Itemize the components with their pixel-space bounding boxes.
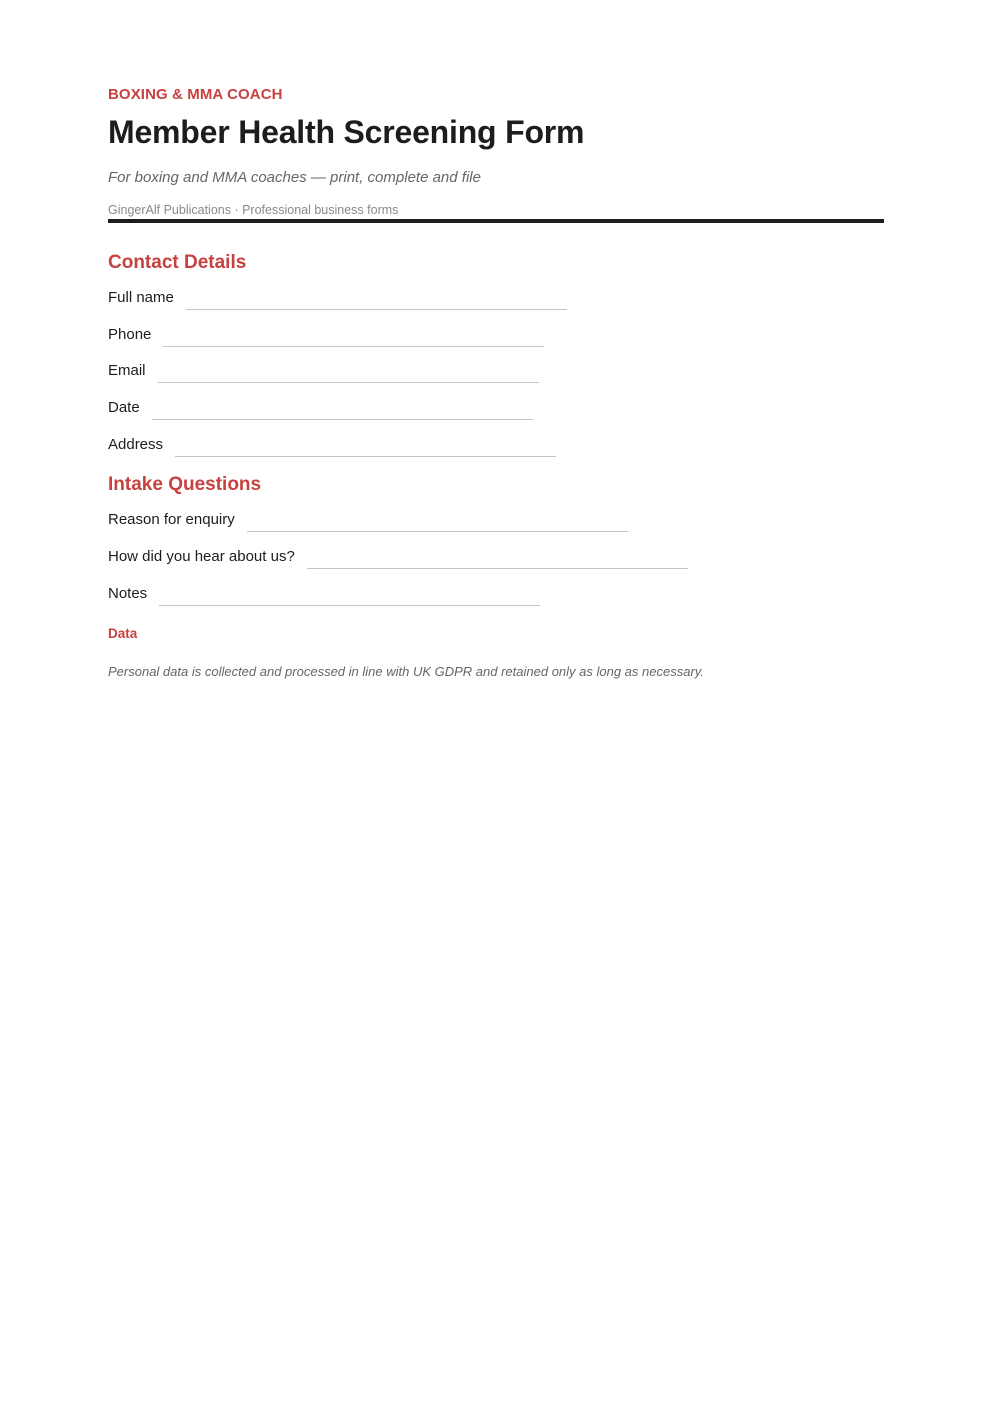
page-subtitle: For boxing and MMA coaches — print, complete and file: [108, 169, 481, 186]
field-label: Phone: [108, 326, 152, 343]
field-label: Full name: [108, 289, 174, 306]
phone-input-line[interactable]: [163, 346, 544, 347]
field-notes: [108, 582, 540, 606]
field-reason-for-enquiry: [108, 508, 628, 532]
reason-input-line[interactable]: [247, 531, 628, 532]
section-heading-contact: Contact Details: [108, 252, 247, 273]
field-label: How did you hear about us?: [108, 548, 295, 565]
date-input-line[interactable]: [152, 419, 533, 420]
referral-input-line[interactable]: [307, 568, 688, 569]
publisher-line: GingerAlf Publications · Professional business forms: [108, 203, 399, 217]
field-how-did-you-hear: [108, 545, 688, 569]
address-input-line[interactable]: [175, 456, 556, 457]
field-label: Email: [108, 362, 146, 379]
field-address: [108, 433, 556, 457]
field-label: Date: [108, 399, 140, 416]
field-phone: [108, 323, 544, 347]
field-email: [108, 359, 539, 383]
page-title: Member Health Screening Form: [108, 114, 585, 150]
section-heading-intake: Intake Questions: [108, 474, 262, 495]
gdpr-note: Personal data is collected and processed in line with UK GDPR and retained only as long as necessary.: [108, 664, 704, 679]
header-rule: [108, 219, 884, 223]
email-input-line[interactable]: [158, 382, 539, 383]
field-date: [108, 396, 533, 420]
section-heading-data: Data: [108, 626, 138, 641]
form-kicker: BOXING & MMA COACH: [108, 86, 283, 103]
field-label: Notes: [108, 585, 148, 602]
full-name-input-line[interactable]: [186, 309, 567, 310]
notes-input-line[interactable]: [159, 605, 540, 606]
field-label: Reason for enquiry: [108, 511, 235, 528]
field-label: Address: [108, 436, 164, 453]
field-full-name: [108, 286, 567, 310]
